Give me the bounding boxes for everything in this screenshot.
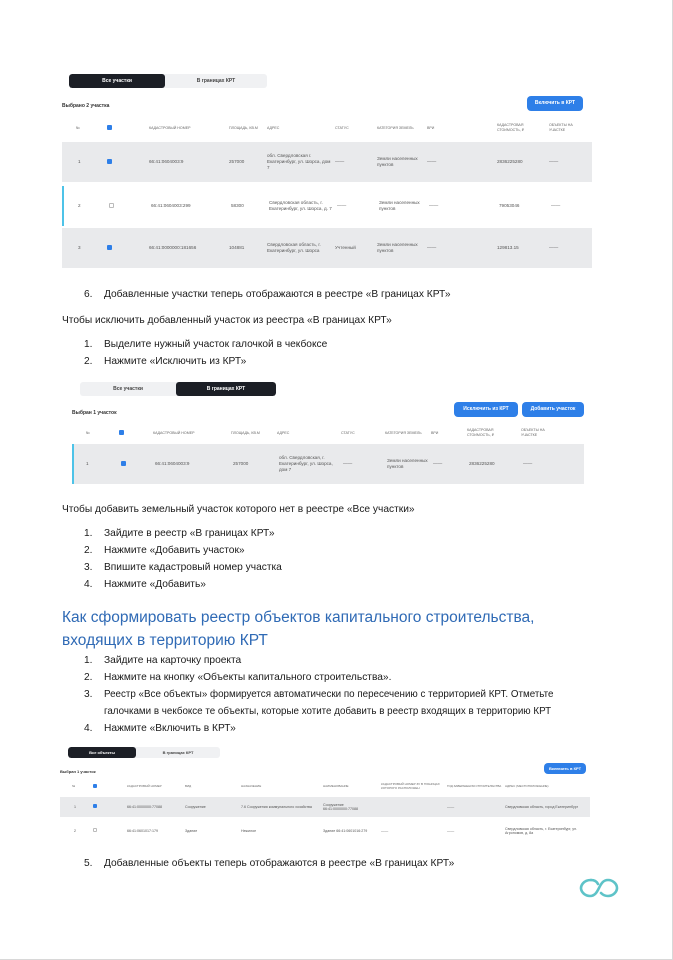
selected-count: Выбран 1 участок <box>72 410 117 416</box>
row-checkbox-cell <box>106 203 148 210</box>
screenshot-in-krt <box>72 380 592 486</box>
col-address: АДРЕС (МЕСТОПОЛОЖЕНИЕ) <box>505 784 549 788</box>
tab-in-krt[interactable]: В границах КРТ <box>176 382 276 396</box>
col-objects: ОБЪЕКТЫ НА УЧАСТКЕ <box>549 123 573 132</box>
list-number: 1. <box>84 339 93 350</box>
list-item <box>84 339 327 350</box>
col-number: № <box>72 784 76 788</box>
col-cost: КАДАСТРОВАЯ СТОИМОСТЬ, ₽ <box>497 123 524 132</box>
table-header <box>62 118 592 138</box>
table-header <box>60 779 590 793</box>
object-name: Сооружение 66:41:0000000:77088 <box>323 802 358 811</box>
address: обл. Свердловская, г. Екатеринбург, ул. Шорса, дом 7 <box>279 455 333 472</box>
list-item <box>84 545 245 556</box>
object-name: Здание 66:41:0601016:279 <box>323 828 368 833</box>
tab-all-plots[interactable]: Все участки <box>113 386 143 392</box>
list-text: Зайдите на карточку проекта <box>104 655 242 666</box>
col-vri: ВРИ <box>427 125 435 130</box>
objects: —— <box>549 245 559 250</box>
status: —— <box>337 203 347 208</box>
list-text: Нажмите «Добавить участок» <box>104 545 245 556</box>
table-row[interactable] <box>62 228 592 268</box>
section-heading-line-2: входящих в территорию КРТ <box>62 632 268 649</box>
cadastral-cost: 79053046 <box>499 203 520 208</box>
col-status: СТАТУС <box>341 430 355 435</box>
land-category: Земли населенных пунктов <box>387 458 428 469</box>
area: 257000 <box>229 159 245 164</box>
screenshot-all-objects <box>60 745 590 845</box>
status: —— <box>335 159 345 164</box>
list-text: Выделите нужный участок галочкой в чекбоксе <box>104 339 328 350</box>
row-number: 1 <box>74 804 76 809</box>
list-item <box>84 672 391 683</box>
list-number: 5. <box>84 858 93 869</box>
cadastral-number: 66:41:0000000:181656 <box>149 245 197 250</box>
row-checkbox[interactable] <box>109 203 114 208</box>
table-header <box>72 424 592 442</box>
list-item <box>84 562 282 573</box>
vri: —— <box>427 159 437 164</box>
select-all-checkbox[interactable] <box>93 784 97 788</box>
col-address: АДРЕС <box>277 430 290 435</box>
area: 257000 <box>233 461 249 466</box>
list-number: 3. <box>84 562 93 573</box>
row-checkbox-cell <box>90 828 124 834</box>
col-checkbox <box>116 430 150 437</box>
section-heading-line-1: Как сформировать реестр объектов капитального строительства, <box>62 609 535 626</box>
infinity-logo-icon <box>578 876 620 900</box>
object-kind: Здание <box>185 828 198 833</box>
list-number: 3. <box>84 689 93 700</box>
purpose: Нежилое <box>241 828 257 833</box>
list-text: Нажмите «Включить в КРТ» <box>104 723 236 734</box>
table-row[interactable] <box>72 444 584 484</box>
zu-number: —— <box>381 828 389 833</box>
list-text: Нажмите «Исключить из КРТ» <box>104 356 247 367</box>
table-row[interactable] <box>60 797 590 817</box>
col-cadastral: КАДАСТРОВЫЙ НОМЕР <box>127 784 162 788</box>
col-address: АДРЕС <box>267 125 280 130</box>
list-item <box>84 723 236 734</box>
row-checkbox[interactable] <box>107 159 112 164</box>
row-number: 2 <box>78 203 81 208</box>
include-in-krt-button[interactable]: Включить в КРТ <box>544 763 586 774</box>
row-checkbox-cell <box>104 245 146 252</box>
row-checkbox[interactable] <box>93 804 97 808</box>
vri: —— <box>433 461 443 466</box>
objects: —— <box>523 461 533 466</box>
paragraph: Чтобы добавить земельный участок которого нет в реестре «Все участки» <box>62 504 415 515</box>
cadastral-number: 66:41:0604003:299 <box>151 203 191 208</box>
land-category: Земли населенных пунктов <box>377 156 418 167</box>
row-checkbox-cell <box>118 461 152 468</box>
status: —— <box>343 461 353 466</box>
land-category: Земли населенных пунктов <box>379 200 420 211</box>
cadastral-number: 66:41:0604003:9 <box>155 461 190 466</box>
col-number: № <box>86 430 90 435</box>
tab-bar <box>80 382 276 396</box>
col-zu: КАДАСТРОВЫЙ НОМЕР ЗУ В ГРАНИЦАХ КОТОРОГО РАСПОЛОЖЕН <box>381 782 440 790</box>
objects: —— <box>549 159 559 164</box>
land-category: Земли населенных пунктов <box>377 242 418 253</box>
col-kind: ВИД <box>185 784 192 788</box>
area: 104881 <box>229 245 245 250</box>
list-number: 2. <box>84 545 93 556</box>
row-number: 3 <box>78 245 81 250</box>
selected-count: Выбрано 2 участка <box>62 103 110 109</box>
row-checkbox-cell <box>104 159 146 166</box>
col-vri: ВРИ <box>431 430 439 435</box>
list-text: Реестр «Все объекты» формируется автоматически по пересечению с территорией КРТ. Отметьте <box>104 689 554 700</box>
cadastral-number: 66:41:0000000:77088 <box>127 804 162 809</box>
list-text: галочками в чекбоксе те объекты, которые хотите добавить в реестр входящих в территорию КРТ <box>104 706 552 717</box>
list-number: 4. <box>84 723 93 734</box>
cadastral-cost: 2836225280 <box>497 159 523 164</box>
tab-bar <box>68 747 220 758</box>
tab-all-plots[interactable]: Все участки <box>69 74 165 88</box>
list-number: 2. <box>84 672 93 683</box>
table-row[interactable] <box>62 142 592 182</box>
list-item-continuation <box>104 706 551 717</box>
tab-in-krt[interactable]: В границах КРТ <box>162 750 194 755</box>
row-checkbox[interactable] <box>107 245 112 250</box>
address: Свердловская область, г. Екатеринбург, ул. Шорса <box>267 242 321 253</box>
row-number: 2 <box>74 828 76 833</box>
col-category: КАТЕГОРИЯ ЗЕМЕЛЬ <box>385 430 422 435</box>
col-name: НАИМЕНОВАНИЕ <box>323 784 349 788</box>
select-all-checkbox[interactable] <box>119 430 124 435</box>
row-checkbox[interactable] <box>93 828 97 832</box>
list-text: Впишите кадастровый номер участка <box>104 562 282 573</box>
col-year: ГОД ЗАВЕРШЕНИЯ СТРОИТЕЛЬСТВА <box>447 784 502 788</box>
table-row[interactable] <box>60 820 590 842</box>
col-cadastral: КАДАСТРОВЫЙ НОМЕР <box>149 125 191 130</box>
list-number: 1. <box>84 655 93 666</box>
list-item <box>84 689 553 700</box>
year: —— <box>447 828 455 833</box>
selected-count: Выбран 1 участок <box>60 769 96 774</box>
col-checkbox <box>90 784 124 789</box>
list-item <box>84 528 274 539</box>
year: —— <box>447 804 455 809</box>
cadastral-cost: 2836225280 <box>469 461 495 466</box>
cadastral-number: 66:41:0604003:9 <box>149 159 184 164</box>
vri: —— <box>429 203 439 208</box>
col-cost: КАДАСТРОВАЯ СТОИМОСТЬ, ₽ <box>467 428 494 437</box>
area: 58300 <box>231 203 244 208</box>
screenshot-all-plots <box>62 72 592 272</box>
list-text: Зайдите в реестр «В границах КРТ» <box>104 528 275 539</box>
row-checkbox[interactable] <box>121 461 126 466</box>
select-all-checkbox[interactable] <box>107 125 112 130</box>
address: Свердловская область, город Екатеринбург <box>505 804 579 809</box>
tab-all-objects[interactable]: Все объекты <box>68 747 136 758</box>
cadastral-cost: 129813.15 <box>497 245 519 250</box>
col-purpose: НАЗНАЧЕНИЕ <box>241 784 262 788</box>
col-objects: ОБЪЕКТЫ НА УЧАСТКЕ <box>521 428 545 437</box>
col-checkbox <box>104 125 146 132</box>
include-in-krt-button[interactable]: Включить в КРТ <box>527 96 583 111</box>
list-item <box>84 858 454 869</box>
tab-bar <box>69 74 267 88</box>
list-item <box>84 579 206 590</box>
objects: —— <box>551 203 561 208</box>
add-plot-button[interactable]: Добавить участок <box>522 402 584 417</box>
col-status: СТАТУС <box>335 125 349 130</box>
address: Свердловская область, г. Екатеринбург, ул. Шорса, д. 7 <box>269 200 332 211</box>
col-number: № <box>76 125 80 130</box>
row-number: 1 <box>78 159 81 164</box>
cadastral-number: 66:41:0601017:179 <box>127 828 158 833</box>
table-row[interactable] <box>62 186 592 226</box>
list-text: Нажмите на кнопку «Объекты капитального строительства». <box>104 672 392 683</box>
paragraph: Чтобы исключить добавленный участок из реестра «В границах КРТ» <box>62 315 392 326</box>
list-text: Добавленные участки теперь отображаются в реестре «В границах КРТ» <box>104 289 451 300</box>
list-text: Добавленные объекты теперь отображаются в реестре «В границах КРТ» <box>104 858 455 869</box>
list-item <box>84 289 450 300</box>
list-number: 2. <box>84 356 93 367</box>
exclude-from-krt-button[interactable]: Исключить из КРТ <box>454 402 518 417</box>
list-number: 4. <box>84 579 93 590</box>
list-number: 6. <box>84 289 93 300</box>
tab-in-krt[interactable]: В границах КРТ <box>196 78 236 84</box>
address: Свердловская область, г. Екатеринбург, ул. Агрономов, д. 8а <box>505 826 578 835</box>
col-category: КАТЕГОРИЯ ЗЕМЕЛЬ <box>377 125 414 130</box>
col-area: ПЛОЩАДЬ, КВ.М <box>231 430 260 435</box>
row-number: 1 <box>86 461 89 466</box>
status: Учтенный <box>335 245 356 250</box>
address: обл. Свердловская г. Екатеринбург, ул. Шорса, дом 7 <box>267 153 331 170</box>
col-cadastral: КАДАСТРОВЫЙ НОМЕР <box>153 430 195 435</box>
col-area: ПЛОЩАДЬ, КВ.М <box>229 125 258 130</box>
list-number: 1. <box>84 528 93 539</box>
list-text: Нажмите «Добавить» <box>104 579 206 590</box>
purpose: 7.6 Сооружения коммунального хозяйства <box>241 804 312 809</box>
row-checkbox-cell <box>90 804 124 810</box>
list-item <box>84 655 241 666</box>
list-item <box>84 356 246 367</box>
vri: —— <box>427 245 437 250</box>
object-kind: Сооружение <box>185 804 206 809</box>
